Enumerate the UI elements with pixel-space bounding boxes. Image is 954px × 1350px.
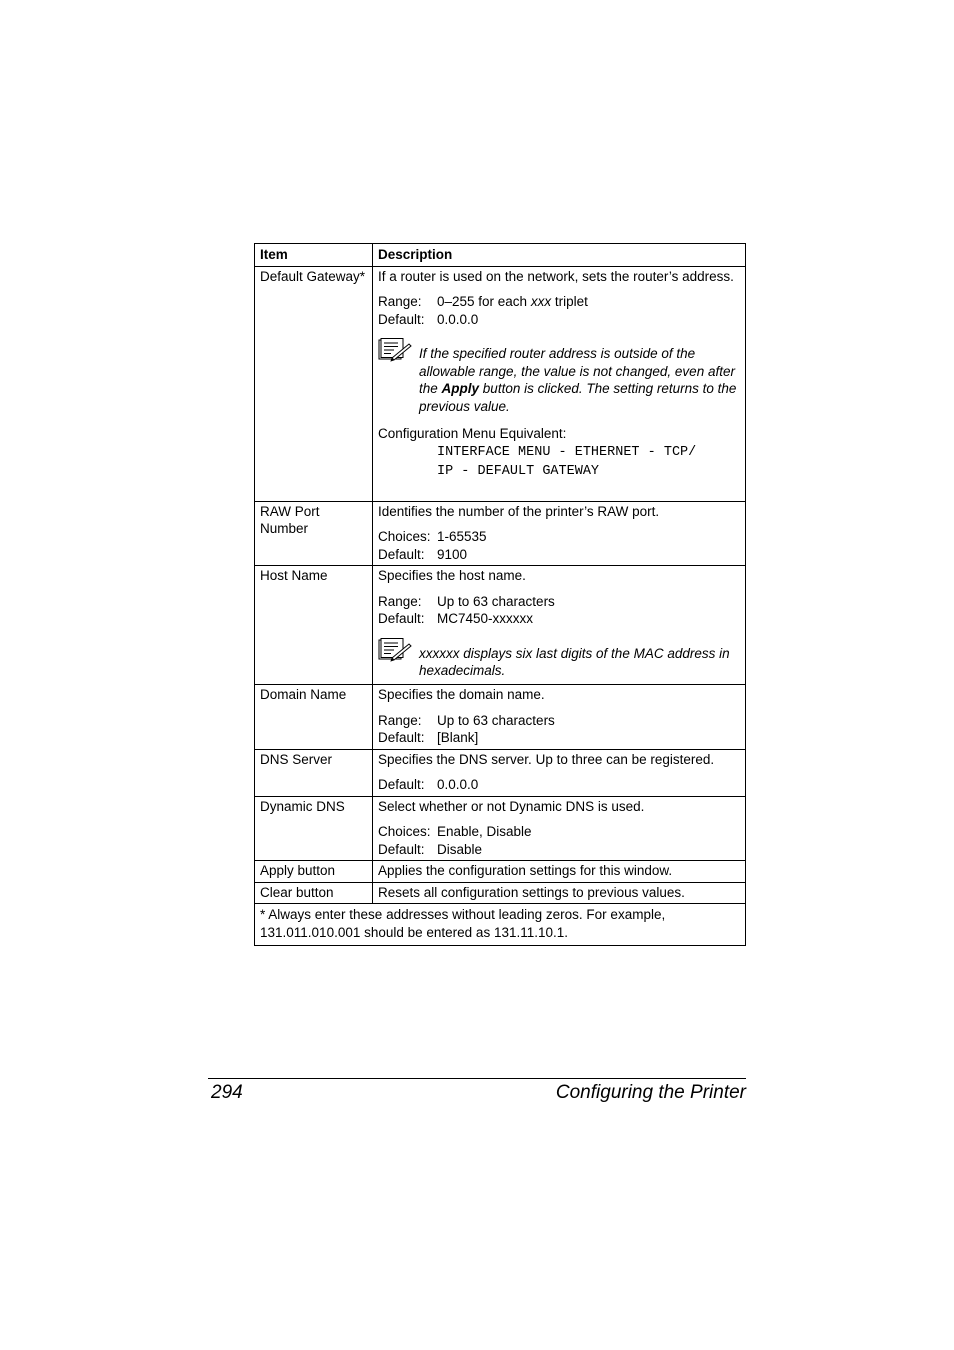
default-line: [378, 610, 741, 628]
choices-line: [378, 823, 741, 841]
note: [378, 338, 741, 415]
table-header-row: [255, 244, 746, 267]
footer-rule: [208, 1078, 746, 1079]
menu-path: [378, 443, 741, 481]
choices-value: Enable, Disable: [437, 824, 532, 839]
range-value: Up to 63 characters: [437, 712, 555, 728]
table-row-host-name: [255, 566, 746, 685]
note-text: If the specified router address is outside of the allowable range, the value is not changed, even after the Apply button is clicked. The setting returns to the previous value.: [419, 346, 737, 414]
description-text: Specifies the host name.: [378, 568, 526, 583]
page-number: 294: [211, 1082, 243, 1103]
header-item: Item: [255, 244, 373, 267]
table-row-raw-port: [255, 501, 746, 566]
header-description: Description: [373, 244, 746, 267]
description-cell: [373, 266, 746, 501]
default-line: [378, 311, 741, 329]
choices-line: [378, 528, 741, 546]
description-cell: Resets all configuration settings to previous values.: [373, 882, 746, 904]
description-cell: [373, 685, 746, 750]
default-label: Default:: [378, 311, 425, 327]
note-text: xxxxxx displays six last digits of the MAC address in hexadecimals.: [419, 645, 730, 678]
table-row-apply-button: [255, 861, 746, 883]
table-row-default-gateway: [255, 266, 746, 501]
table-row-footnote: [255, 904, 746, 946]
description-text: If a router is used on the network, sets the router’s address.: [378, 268, 734, 284]
settings-table: [254, 243, 746, 946]
item-cell: Clear button: [255, 882, 373, 904]
item-cell: Domain Name: [255, 685, 373, 750]
range-line: [378, 593, 741, 611]
choices-label: Choices:: [378, 529, 431, 544]
default-line: [378, 729, 741, 747]
menu-path-line-1: INTERFACE MENU - ETHERNET - TCP/: [437, 444, 697, 460]
default-label: Default:: [378, 730, 425, 745]
range-value: Up to 63 characters: [437, 593, 555, 609]
range-line: [378, 712, 741, 730]
default-line: [378, 546, 741, 564]
footnote: * Always enter these addresses without leading zeros. For example, 131.011.010.001 should be entered as 131.11.10.1.: [255, 904, 746, 946]
table-row-dns-server: [255, 749, 746, 796]
default-label: Default:: [378, 546, 425, 562]
default-value: 0.0.0.0: [437, 777, 479, 792]
default-label: Default:: [378, 611, 425, 626]
table-row-dynamic-dns: [255, 796, 746, 861]
range-line: [378, 293, 741, 311]
menu-path-line-2: IP - DEFAULT GATEWAY: [437, 463, 600, 479]
table-row-domain-name: [255, 685, 746, 750]
note-pad-icon: [378, 338, 419, 415]
item-cell: DNS Server: [255, 749, 373, 796]
menu-equivalent-label: Configuration Menu Equivalent:: [378, 426, 567, 441]
choices-value: 1-65535: [437, 529, 487, 544]
note-pad-icon: [378, 638, 419, 680]
default-label: Default:: [378, 777, 425, 792]
description-cell: [373, 566, 746, 685]
item-cell: Apply button: [255, 861, 373, 883]
range-label: Range:: [378, 294, 422, 309]
default-label: Default:: [378, 841, 425, 857]
note: [378, 638, 741, 680]
item-cell: RAW Port Number: [255, 501, 373, 566]
description-cell: Applies the configuration settings for this window.: [373, 861, 746, 883]
default-value: Disable: [437, 841, 483, 857]
default-value: MC7450-xxxxxx: [437, 611, 534, 626]
description-cell: [373, 796, 746, 861]
default-value: [Blank]: [437, 730, 479, 745]
default-line: [378, 841, 741, 859]
item-cell: Default Gateway*: [255, 266, 373, 501]
item-cell: Dynamic DNS: [255, 796, 373, 861]
description-cell: [373, 501, 746, 566]
choices-label: Choices:: [378, 824, 431, 839]
default-line: [378, 776, 741, 794]
description-text: Select whether or not Dynamic DNS is used.: [378, 798, 645, 814]
description-text: Identifies the number of the printer’s RAW port.: [378, 503, 660, 519]
table-row-clear-button: [255, 882, 746, 904]
range-label: Range:: [378, 593, 422, 609]
footer-title: Configuring the Printer: [555, 1082, 746, 1103]
default-value: 0.0.0.0: [437, 311, 479, 327]
description-text: Specifies the domain name.: [378, 687, 545, 702]
description-text: Specifies the DNS server. Up to three can be registered.: [378, 751, 715, 767]
range-value: 0–255 for each xxx triplet: [437, 294, 588, 309]
range-label: Range:: [378, 712, 422, 728]
item-cell: Host Name: [255, 566, 373, 685]
description-cell: [373, 749, 746, 796]
default-value: 9100: [437, 546, 468, 562]
